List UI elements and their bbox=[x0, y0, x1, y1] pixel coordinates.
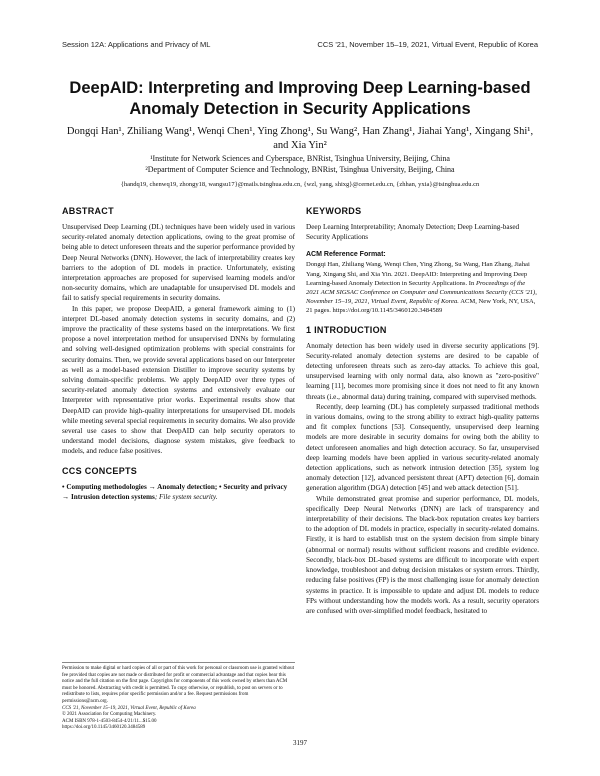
paper-title: DeepAID: Interpreting and Improving Deep Learning-based Anomaly Detection in Security Applications bbox=[69, 79, 531, 118]
author-list: Dongqi Han¹, Zhiliang Wang¹, Wenqi Chen¹, Ying Zhong¹, Su Wang², Han Zhang¹, Jiahai Yang¹, Xingang Shi¹, and Xia Yin² bbox=[66, 126, 534, 151]
right-column bbox=[306, 206, 539, 625]
ccs-concepts-section bbox=[62, 466, 295, 502]
reference-format-text-2: ACM, New York, NY, USA, 21 pages. https://doi.org/10.1145/3460120.3484589 bbox=[306, 298, 536, 315]
keywords-heading: KEYWORDS bbox=[306, 206, 362, 216]
running-header-right: CCS '21, November 15–19, 2021, Virtual Event, Republic of Korea bbox=[317, 40, 538, 49]
reference-format-text-1: Dongqi Han, Zhiliang Wang, Wenqi Chen, Ying Zhong, Su Wang, Han Zhang, Jiahai Yang, Xingang Shi, and Xia Yin. 2021. DeepAID: Interpreting and Improving Deep Learning-based Anomaly Detection in Security Applications. In bbox=[306, 261, 530, 287]
affiliations bbox=[40, 153, 560, 175]
reference-format-text bbox=[306, 260, 539, 315]
introduction-section bbox=[306, 325, 539, 616]
introduction-heading: 1 INTRODUCTION bbox=[306, 324, 387, 335]
doi-link[interactable]: https://doi.org/10.1145/3460120.3484589 bbox=[62, 725, 146, 731]
reference-format-section bbox=[306, 251, 539, 315]
isbn-line: ACM ISBN 978-1-4503-8454-4/21/11...$15.00 bbox=[62, 718, 157, 724]
author-emails: {handq19, chenwq19, zhongy18, wangsu17}@mails.tsinghua.edu.cn, {wzl, yang, shixg}@cernet.edu.cn, {zhhan, yxia}@tsinghua.edu.cn bbox=[120, 181, 480, 188]
affiliation-1: ¹Institute for Network Sciences and Cyberspace, BNRist, Tsinghua University, Beijing, China bbox=[150, 154, 450, 163]
abstract-section bbox=[62, 206, 295, 457]
page-number: 3197 bbox=[293, 739, 307, 747]
ccs-concept-1: • Computing methodologies → Anomaly detection bbox=[62, 482, 215, 491]
affiliation-2: ²Department of Computer Science and Technology, BNRist, Tsinghua University, Beijing, China bbox=[145, 165, 455, 174]
permission-venue: CCS '21, November 15–19, 2021, Virtual Event, Republic of Korea bbox=[62, 705, 196, 711]
ccs-heading: CCS CONCEPTS bbox=[62, 465, 138, 476]
reference-format-heading: ACM Reference Format: bbox=[306, 251, 386, 259]
copyright-line: © 2021 Association for Computing Machinery. bbox=[62, 712, 157, 718]
running-header-left: Session 12A: Applications and Privacy of ML bbox=[62, 40, 211, 49]
introduction-paragraph-3: While demonstrated great promise and superior performance, DL models, specifically Deep Neural Networks (DNN) are lack of transparency and interpretability of their decisions. The black-box reputation creates key barriers to the adoption of DL models in practice, especially in security-related domains. Firstly, it is hard to establish trust on the system decision from simple binary (abnormal or normal) results without sufficient reasons and credible evidence. Secondly, black-box DL-based systems are difficult to incorporate with expert knowledge, troubleshoot and debug decision mistakes or system errors. Thirdly, reducing false positives (FP) is the most challenging issue for anomaly detection systems in practice. It is impossible to update and adjust DL models to reduce FPs without understanding how the models work. As a result, security operators are confused with over-simplified model feedback, hesitated to bbox=[306, 494, 539, 615]
left-column bbox=[62, 206, 295, 511]
ccs-concept-2: ; • Security and privacy → Intrusion detection systems bbox=[62, 482, 288, 501]
keywords-text: Deep Learning Interpretability; Anomaly Detection; Deep Learning-based Security Applications bbox=[306, 223, 520, 242]
ccs-text bbox=[62, 482, 295, 502]
permission-footnote bbox=[62, 662, 295, 732]
abstract-paragraph-1: Unsupervised Deep Learning (DL) techniques have been widely used in various security-related anomaly detection applications, owing to the great promise of being able to detect unforeseen threats and the superior performance provided by Deep Neural Networks (DNN). However, the lack of interpretability creates key barriers to the adoption of DL models in practice. Unfortunately, existing interpretation approaches are proposed for supervised learning models and/or non-security domains, which are unadaptable for unsupervised DL models and fail to satisfy special requirements in security domains. bbox=[62, 223, 295, 303]
permission-text: Permission to make digital or hard copies of all or part of this work for personal or classroom use is granted without fee provided that copies are not made or distributed for profit or commercial advantage and that copies bear this notice and the full citation on the first page. Copyrights for components of this work owned by others than ACM must be honored. Abstracting with credit is permitted. To copy otherwise, or republish, to post on servers or to redistribute to lists, requires prior specific permission and/or a fee. Request permissions from permissions@acm.org. bbox=[62, 666, 295, 704]
keywords-section bbox=[306, 206, 539, 242]
introduction-paragraph-2: Recently, deep learning (DL) has completely surpassed traditional methods in various domains, owing to the strong ability to extract high-quality patterns and fit complex functions [53]. Consequently, unsupervised deep learning models are more desirable in security domains for owing both the ability to detect unforeseen anomalies and high detection accuracy. So far, unsupervised deep learning models have been applied in various security-related anomaly detection applications, such as network intrusion detection [35], system log anomaly detection [12], advanced persistent threat (APT) detection [6], domain generation algorithm (DGA) detection [45] and web attack detection [51]. bbox=[306, 402, 539, 493]
reference-format-venue: Proceedings of the 2021 ACM SIGSAC Conference on Computer and Communications Security (CCS '21), November 15–19, 2021, Virtual Event, Republic of Korea. bbox=[306, 279, 537, 306]
introduction-paragraph-1: Anomaly detection has been widely used in diverse security applications [9]. Security-related anomaly detection systems are desired to be capable of detecting unforeseen threats such as zero-day attacks. To achieve this goal, unsupervised learning with only normal data, also known as "zero-positive" learning [11], becomes more promising since it does not need to fit any known threats (i.e., abnormal data) during training, compared with supervised methods. bbox=[306, 341, 539, 401]
ccs-concept-3: ; File system security. bbox=[154, 492, 218, 501]
abstract-heading: ABSTRACT bbox=[62, 206, 114, 216]
abstract-paragraph-2: In this paper, we propose DeepAID, a general framework aiming to (1) interpret DL-based anomaly detection systems in security domains, and (2) improve the practicality of these systems based on the interpretations. We first propose a novel interpretation method for unsupervised DNNs by formulating and solving well-designed optimization problems with special constraints for security domains. Then, we provide several applications based on our Interpreter as well as a model-based extension Distiller to improve security systems by solving domain-specific problems. We apply DeepAID over three types of security-related anomaly detection systems and extensively evaluate our Interpreter with representative prior works. Experimental results show that DeepAID can provide high-quality interpretations for unsupervised DL models while meeting several special requirements in security domains. We also provide several use cases to show that DeepAID can help security operators to understand model decisions, diagnose system mistakes, give feedback to models, and reduce false positives. bbox=[62, 304, 295, 456]
